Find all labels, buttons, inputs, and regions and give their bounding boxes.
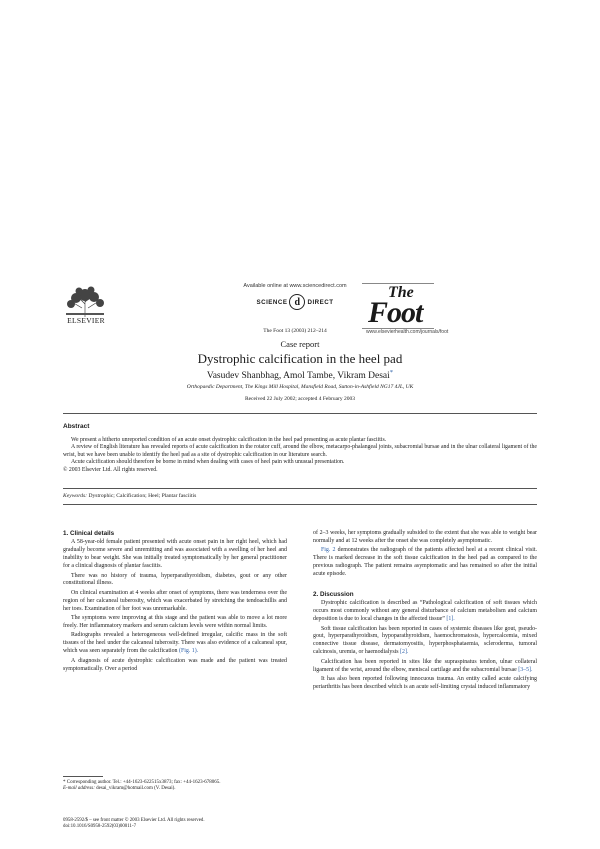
paragraph: On clinical examination at 4 weeks after onset of symptoms, there was tenderness over the region of her calcaneal tuberosity, which was exacerbated by stretching the tendoachillis and her toes. Examination of her foot was unremarkable. xyxy=(63,589,287,612)
paragraph-text: Radiographs revealed a heterogeneous well-defined irregular, calcific mass in the soft tissues of the heel under the calcaneal tuberosity. There was also evidence of a calcaneal spur, which was seen separately from the calcification xyxy=(63,632,287,655)
footnote-rule xyxy=(63,776,103,777)
availability-line: Available online at www.sciencedirect.com xyxy=(243,283,347,289)
paragraph: There was no history of trauma, hyperparathyroidism, diabetes, gout or any other constitutional illness. xyxy=(63,572,287,587)
logo-the: The xyxy=(388,284,414,301)
keywords-label: Keywords: xyxy=(63,493,88,499)
corresponding-author-note: * Corresponding author. Tel.: +44-1623-622515x3873; fax: +44-1623-678065. xyxy=(63,780,221,785)
paragraph xyxy=(313,659,537,675)
paragraph xyxy=(63,632,287,656)
ref-link[interactable]: [3–5]. xyxy=(518,666,533,673)
abstract-copyright: © 2003 Elsevier Ltd. All rights reserved. xyxy=(63,466,158,473)
abstract-heading: Abstract xyxy=(63,423,90,430)
email-label: E-mail address: xyxy=(63,786,95,792)
authors xyxy=(63,369,537,381)
keywords-text: Dystrophic; Calcification; Heel; Plantar fasciitis xyxy=(88,493,197,499)
paragraph-text: demonstrates the radiograph of the patients affected heel at a recent clinical visit. There is marked decrease in the soft tissue calcification in the heel pad as compared to the previous radiograph. The patient remains asymptomatic and has remained so after the initial acute episode. xyxy=(313,547,537,578)
bottom-meta xyxy=(63,818,287,830)
paragraph-text: Calcification has been reported in sites like the supraspinatus tendon, ulnar collateral ligament of the wrist, around the elbow, meniscal cartilage and the subacromial bursae xyxy=(313,658,537,673)
keywords-rule xyxy=(63,504,537,505)
abstract-rule xyxy=(63,488,537,489)
paragraph xyxy=(313,626,537,658)
footnote xyxy=(63,780,287,793)
fig2-link[interactable]: Fig. 2 xyxy=(321,547,336,554)
paragraph-text: Dystrophic calcification is described as “Pathological calcification of soft tissues which occurs most commonly without any general disturbance of calcium metabolism and calcium deposition is due to local changes in the affected tissue” xyxy=(313,600,537,623)
the-foot-logo xyxy=(362,283,434,329)
ref-link[interactable]: [1]. xyxy=(446,616,455,623)
paragraph xyxy=(313,547,537,579)
issn-line: 0958-2592/$ – see front matter © 2003 Elsevier Ltd. All rights reserved. xyxy=(63,818,205,823)
email-line xyxy=(63,786,287,792)
paragraph-text: Soft tissue calcification has been reported in cases of systemic diseases like gout, pseudo-gout, hyperparathyroidism, hypoparathyroidism, haemochromatosis, hypercalcemia, mixed connective tissue disease, dermatomyositis, hyperphosphataemia, scleroderma, tumoral calcinosis, uremia, or haemodialysis xyxy=(313,625,537,656)
paragraph: A diagnosis of acute dystrophic calcification was made and the patient was treated symptomatically. Over a period xyxy=(63,657,287,672)
paragraph: The symptoms were improving at this stage and the patient was able to move a lot more freely. Her inflammatory markers and serum calcium levels were within normal limits. xyxy=(63,615,287,629)
publisher-name: ELSEVIER xyxy=(67,316,105,325)
elsevier-tree-logo xyxy=(62,286,108,342)
paragraph: A 58-year-old female patient presented with acute onset pain in her right heel, which had gradually become severe and unremitting and was associated with a swelling of her heel and inability to bear weight. She was initially treated symptomatically by her general practitioner for a clinical diagnosis of plantar fasciitis. xyxy=(63,539,287,570)
logo-foot: Foot xyxy=(368,296,423,329)
article-type: Case report xyxy=(280,339,320,349)
section-heading-discussion: 2. Discussion xyxy=(313,590,354,598)
journal-url: www.elsevierhealth.com/journals/foot xyxy=(366,329,449,335)
article-title: Dystrophic calcification in the heel pad xyxy=(197,351,403,366)
affiliation: Orthopaedic Department, The Kings Mill Hospital, Mansfield Road, Sutton-in-Ashfield NG17 4JL, UK xyxy=(186,384,414,390)
paragraph xyxy=(313,600,537,624)
ref-link[interactable]: [2]. xyxy=(400,649,409,656)
top-rule xyxy=(63,413,537,414)
sciencedirect-science: SCIENCE xyxy=(256,298,288,306)
abstract-paragraph: We present a hitherto unreported condition of an acute onset dystrophic calcification in the heel pad presenting as acute plantar fasciitis. xyxy=(71,437,387,443)
section-heading-clinical: 1. Clinical details xyxy=(63,530,115,537)
email-address[interactable]: desai_vikram@hotmail.com (V. Desai). xyxy=(96,786,176,792)
journal-citation: The Foot 13 (2003) 212–214 xyxy=(263,328,327,334)
doi-line[interactable]: doi:10.1016/S0958-2592(03)00011-7 xyxy=(63,824,137,830)
abstract-paragraph: A review of English literature has revealed reports of acute calcification in the rotator cuff, around the elbow, metacarpo-phalangeal joints, subacromial bursae and in the ulnar collateral ligament of the wrist, but we have been unable to identify the heel pad as a site of dystrophic calcification in our literature search. xyxy=(63,444,537,458)
author-names: Vasudev Shanbhag, Amol Tambe, Vikram Desai xyxy=(206,371,390,382)
sciencedirect-direct: DIRECT xyxy=(307,298,334,306)
keywords xyxy=(63,493,196,499)
abstract-paragraph: Acute calcification should therefore be borne in mind when dealing with cases of heel pain with unusual presentation. xyxy=(71,459,345,466)
received-dates: Received 22 July 2002; accepted 4 February 2003 xyxy=(244,396,356,402)
corresponding-author-mark[interactable]: * xyxy=(389,369,394,376)
paragraph: of 2–3 weeks, her symptoms gradually subsided to the extent that she was able to weight bear normally and at 12 weeks after the onset she was completely asymptomatic. xyxy=(313,530,537,544)
right-column xyxy=(313,530,537,693)
paragraph: It has also been reported following innocuous trauma. An entity called acute calcifying periarthritis has been described which is an acute self-limiting crystal induced inflammatory xyxy=(313,676,537,690)
sciencedirect-d-icon: d xyxy=(289,294,305,310)
fig1-link[interactable]: (Fig. 1). xyxy=(178,648,199,655)
abstract-body xyxy=(63,437,537,474)
left-column xyxy=(63,530,287,675)
